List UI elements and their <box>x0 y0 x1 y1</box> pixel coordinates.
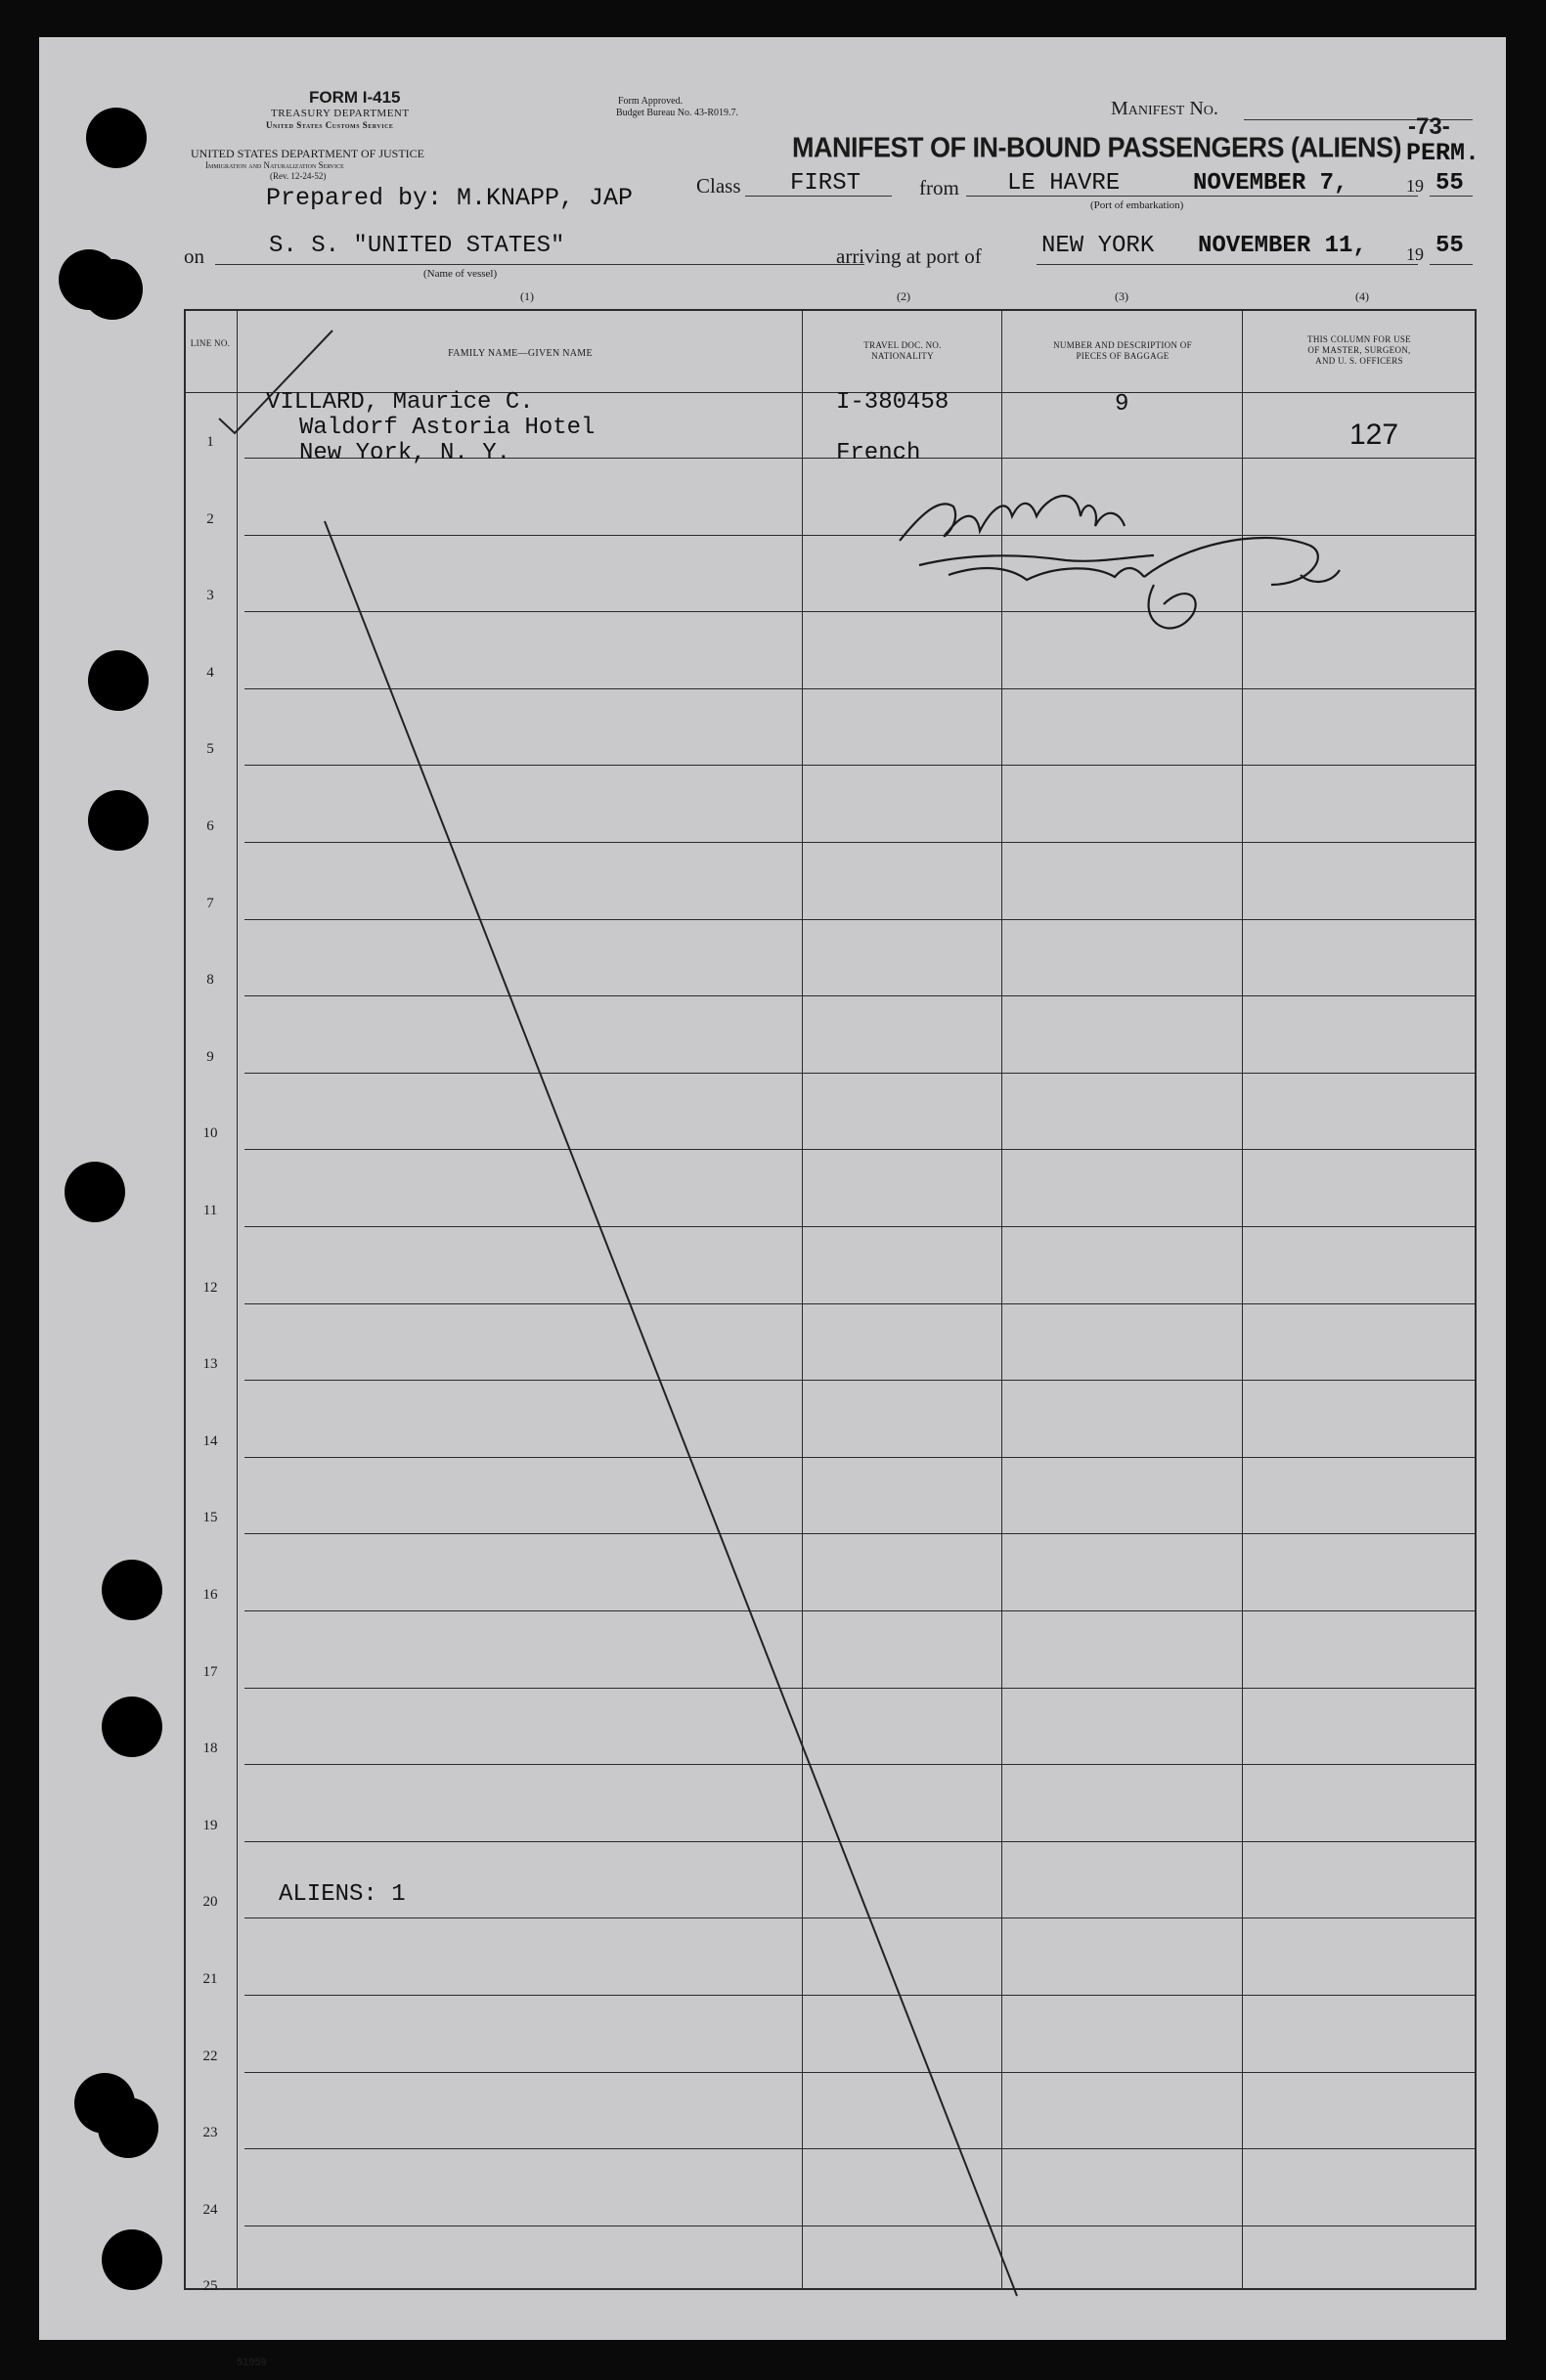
header-travel-doc-line1: TRAVEL DOC. NO. <box>863 340 942 350</box>
col-num-4: (4) <box>1355 289 1369 303</box>
aliens-total: ALIENS: 1 <box>279 1881 406 1908</box>
line-number: 1 <box>206 434 214 450</box>
from-label: from <box>919 176 959 199</box>
perm-label: PERM. <box>1406 139 1480 167</box>
form-approved: Form Approved. <box>618 96 684 107</box>
footer-code: 51959 <box>237 2357 267 2368</box>
handwritten-marks <box>39 37 1506 2340</box>
line-number: 24 <box>202 2201 218 2218</box>
line-number: 10 <box>202 1125 218 1142</box>
baggage-count: 9 <box>1115 391 1129 418</box>
revision: (Rev. 12-24-52) <box>270 171 327 181</box>
header-travel-doc-line2: NATIONALITY <box>871 351 934 361</box>
header-baggage-line1: NUMBER AND DESCRIPTION OF <box>1053 340 1192 350</box>
form-number: FORM I-415 <box>309 88 401 107</box>
binder-hole <box>102 1697 162 1757</box>
from-year: 55 <box>1436 170 1464 197</box>
line-number: 9 <box>206 1048 214 1065</box>
from-date: NOVEMBER 7, <box>1193 170 1348 197</box>
line-number: 21 <box>202 1971 218 1987</box>
manifest-title: MANIFEST OF IN-BOUND PASSENGERS (ALIENS) <box>792 132 1402 163</box>
passenger-address-line2: New York, N. Y. <box>299 440 511 466</box>
line-number: 8 <box>206 972 214 989</box>
line-number: 4 <box>206 664 214 681</box>
arrival-port: NEW YORK <box>1041 233 1155 259</box>
line-number: 25 <box>202 2278 218 2295</box>
line-number: 3 <box>206 588 214 604</box>
passenger-name: VILLARD, Maurice C. <box>266 389 534 416</box>
dept-treasury: TREASURY DEPARTMENT <box>271 108 410 119</box>
vessel-caption: (Name of vessel) <box>423 268 498 280</box>
line-number: 15 <box>202 1510 218 1526</box>
manifest-page <box>39 37 1506 2368</box>
line-number: 19 <box>202 1817 218 1833</box>
from-port: LE HAVRE <box>1007 170 1121 197</box>
arrival-date: NOVEMBER 11, <box>1198 233 1367 259</box>
class-value: FIRST <box>790 170 861 197</box>
travel-doc-number: I-380458 <box>836 389 950 416</box>
vessel-name: S. S. "UNITED STATES" <box>269 233 565 259</box>
line-number: 16 <box>202 1587 218 1603</box>
binder-hole <box>98 2097 158 2158</box>
officer-number: 127 <box>1349 419 1399 451</box>
line-number: 22 <box>202 2048 218 2064</box>
col-num-1: (1) <box>520 289 534 303</box>
col-num-2: (2) <box>897 289 910 303</box>
arriving-label: arriving at port of <box>836 244 982 268</box>
line-number: 17 <box>202 1663 218 1680</box>
binder-hole <box>86 108 147 168</box>
binder-hole <box>102 1560 162 1620</box>
from-year-prefix: 19 <box>1406 176 1424 196</box>
check-mark <box>219 331 332 433</box>
line-number: 12 <box>202 1279 218 1296</box>
signature <box>900 496 1340 628</box>
line-number: 14 <box>202 1432 218 1449</box>
arrival-year: 55 <box>1436 233 1464 259</box>
strike-line <box>325 521 1017 2296</box>
line-number: 6 <box>206 818 214 834</box>
nationality: French <box>836 440 921 466</box>
header-baggage-line2: PIECES OF BAGGAGE <box>1076 351 1170 361</box>
binder-hole <box>82 259 143 320</box>
dept-justice: UNITED STATES DEPARTMENT OF JUSTICE <box>191 147 425 160</box>
port-embark-caption: (Port of embarkation) <box>1090 199 1184 211</box>
binder-hole <box>102 2229 162 2290</box>
class-label: Class <box>696 174 741 198</box>
binder-hole <box>88 650 149 711</box>
arrival-year-prefix: 19 <box>1406 244 1424 264</box>
header-officers-line2: OF MASTER, SURGEON, <box>1307 345 1411 355</box>
line-number: 18 <box>202 1741 218 1757</box>
binder-hole <box>65 1162 125 1222</box>
ins-service: Immigration and Naturalization Service <box>205 160 344 170</box>
budget-bureau: Budget Bureau No. 43-R019.7. <box>616 108 738 118</box>
line-number: 7 <box>206 895 214 911</box>
manifest-no-label: Manifest No. <box>1111 98 1218 119</box>
line-number: 2 <box>206 510 214 527</box>
prepared-by: Prepared by: M.KNAPP, JAP <box>266 184 634 212</box>
col-num-3: (3) <box>1115 289 1128 303</box>
on-label: on <box>184 244 204 268</box>
line-number: 13 <box>202 1356 218 1373</box>
passenger-address-line1: Waldorf Astoria Hotel <box>299 415 596 441</box>
customs-service: United States Customs Service <box>266 120 394 130</box>
binder-hole <box>88 790 149 851</box>
line-number: 5 <box>206 741 214 758</box>
header-name: FAMILY NAME—GIVEN NAME <box>448 348 593 359</box>
header-officers-line1: THIS COLUMN FOR USE <box>1307 334 1411 344</box>
line-number: 11 <box>202 1203 218 1218</box>
manifest-number: -73- <box>1408 113 1450 140</box>
header-officers-line3: AND U. S. OFFICERS <box>1315 356 1403 366</box>
header-line-no: LINE NO. <box>190 338 231 348</box>
line-number: 20 <box>202 1894 218 1911</box>
line-number: 23 <box>202 2125 218 2141</box>
